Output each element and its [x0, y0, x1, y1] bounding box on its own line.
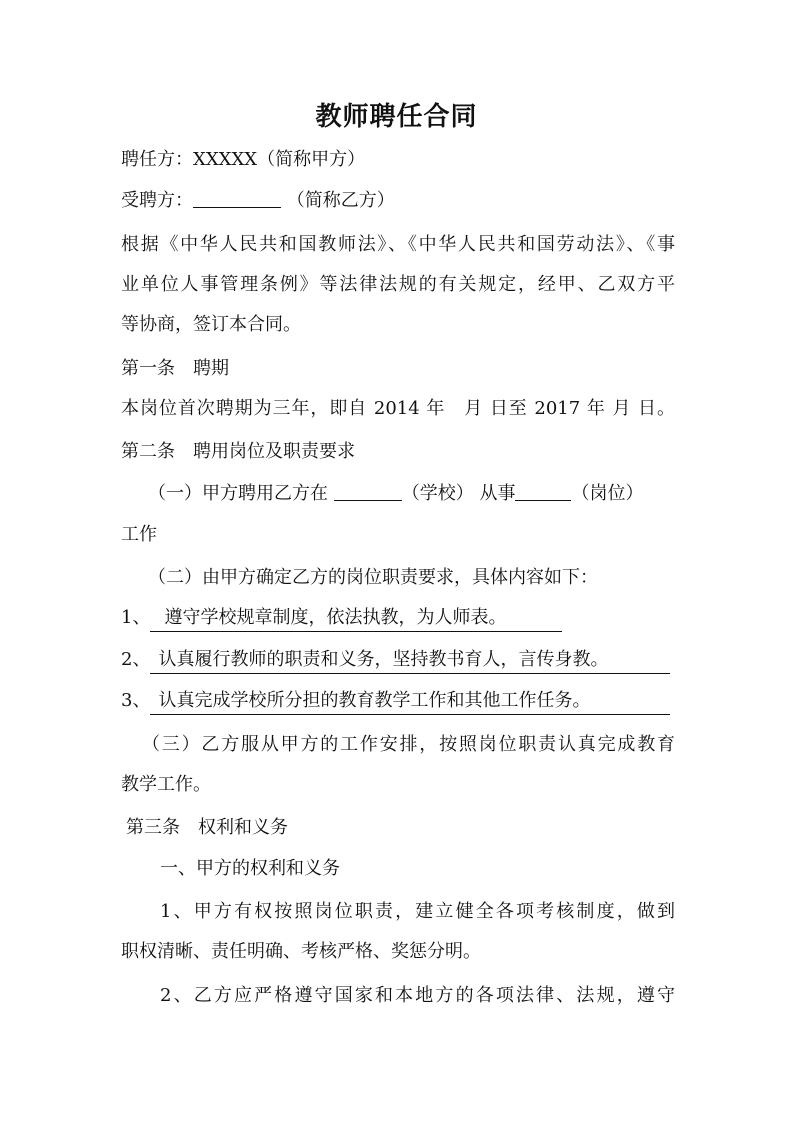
item-2: 2、乙方应严格遵守国家和本地方的各项法律、法规，遵守: [160, 985, 675, 1006]
employee-suffix: （简称乙方）: [281, 190, 395, 211]
clause-1-part-1: （一）甲方聘用乙方在: [148, 483, 334, 504]
duty-3: [121, 689, 670, 715]
position-blank: [515, 482, 571, 501]
duty-2-number: 2、: [121, 649, 151, 670]
duty-2-text: 认真履行教师的职责和义务，坚持教书育人，言传身教。: [150, 648, 670, 674]
duty-3-text: 认真完成学校所分担的教育教学工作和其他工作任务。: [150, 689, 670, 715]
clause-1-line: [148, 482, 643, 506]
preamble-line-2: 业单位人事管理条例》等法律法规的有关规定，经甲、乙双方平: [121, 274, 675, 295]
article-3-heading: 第三条 权利和义务: [126, 817, 288, 838]
duty-1: [121, 606, 562, 632]
clause-1-continuation: 工作: [121, 524, 157, 545]
duty-1-text: 遵守学校规章制度，依法执教，为人师表。: [150, 606, 562, 632]
employer-line: 聘任方：XXXXX（简称甲方）: [121, 149, 366, 170]
item-1-continuation: 职权清晰、责任明确、考核严格、奖惩分明。: [121, 941, 481, 962]
school-blank: [334, 482, 402, 501]
duty-3-number: 3、: [121, 690, 151, 711]
clause-2: （二）由甲方确定乙方的岗位职责要求，具体内容如下：: [148, 567, 598, 588]
item-1: 1、甲方有权按照岗位职责，建立健全各项考核制度，做到: [160, 901, 675, 922]
section-1-heading: 一、甲方的权利和义务: [160, 858, 340, 879]
clause-3-continuation: 教学工作。: [121, 774, 211, 795]
preamble-line-3: 等协商，签订本合同。: [121, 314, 301, 335]
preamble-line-1: 根据《中华人民共和国教师法》、《中华人民共和国劳动法》、《事: [121, 234, 675, 255]
article-1-heading: 第一条 聘期: [121, 358, 229, 379]
article-1-text: 本岗位首次聘期为三年，即自 2014 年 月 日至 2017 年 月 日。: [121, 398, 675, 419]
employee-name-blank: [193, 189, 281, 208]
duty-2: [121, 648, 670, 674]
employee-line: [121, 189, 395, 213]
document-title: 教师聘任合同: [315, 102, 478, 132]
article-2-heading: 第二条 聘用岗位及职责要求: [121, 441, 355, 462]
clause-3: （三）乙方服从甲方的工作安排，按照岗位职责认真完成教育: [142, 734, 675, 755]
clause-1-part-2: （学校） 从事: [401, 483, 516, 504]
duty-1-number: 1、: [121, 607, 151, 628]
clause-1-part-3: （岗位）: [571, 483, 644, 504]
employee-prefix: 受聘方：: [121, 190, 193, 211]
